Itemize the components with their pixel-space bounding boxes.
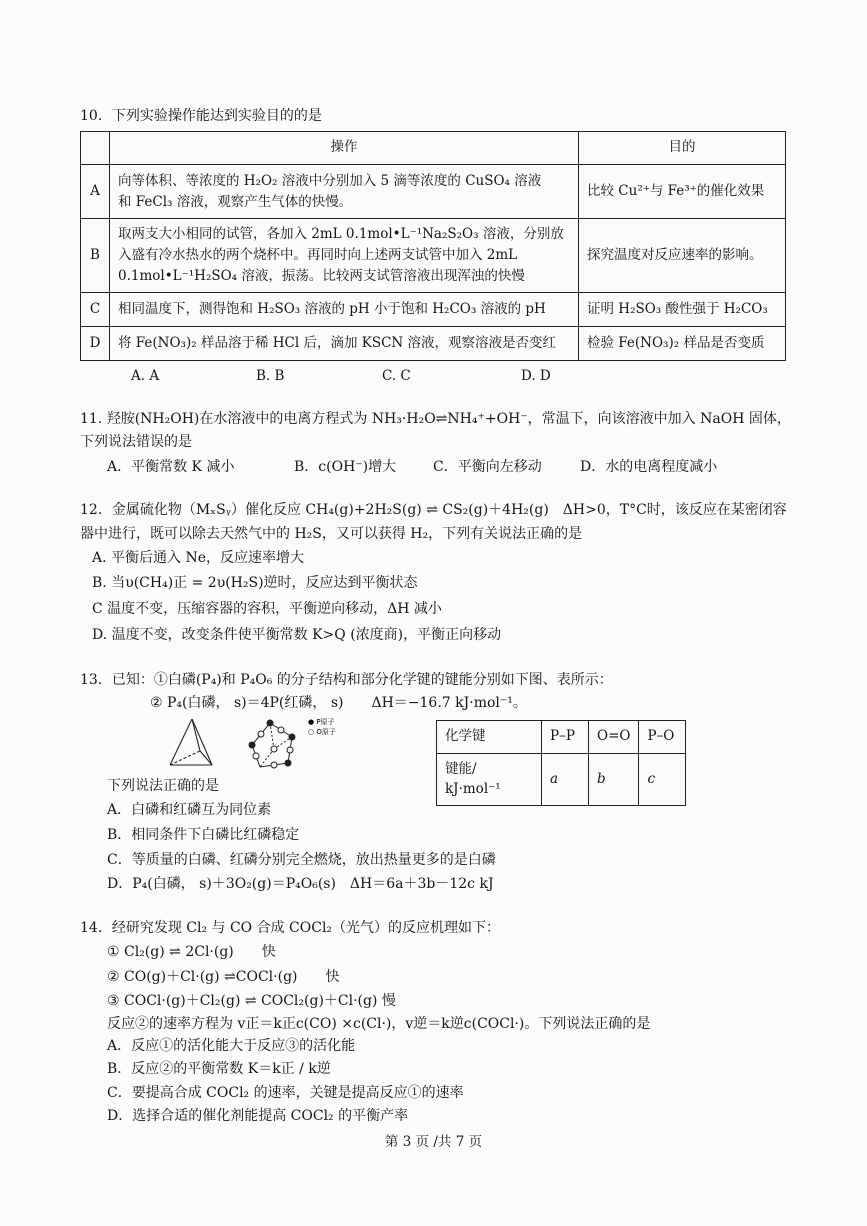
op-line: 向等体积、等浓度的 H₂O₂ 溶液中分别加入 5 滴等浓度的 CuSO₄ 溶液 [118,172,542,189]
table-header-aim: 目的 [579,132,786,165]
q13-prompt: 下列说法正确的是 [107,778,219,794]
q14-option-a: A．反应①的活化能大于反应③的活化能 [107,1038,356,1054]
q14-rate-equation: 反应②的速率方程为 v正＝k正c(CO) ×c(Cl·)，v逆＝k逆c(COCl·)。下列说法正确的是 [107,1016,651,1032]
q12-option-a: A. 平衡后通入 Ne，反应速率增大 [92,550,304,566]
q10-option-c: C. C [382,368,411,384]
q10-option-b: B. B [256,368,285,384]
p4o6-cage [249,720,295,768]
q10-option-d: D. D [521,368,551,384]
row-key: D [81,327,110,361]
q14-option-b: B．反应②的平衡常数 K＝k正 / k逆 [107,1061,331,1077]
row-aim: 探究温度对反应速率的影响。 [579,219,786,293]
q11-option-b: B．c(OH⁻)增大 [294,459,397,475]
bond-energy-b: b [589,754,639,806]
p4-tetrahedron [170,719,212,765]
table-row [437,721,686,754]
bond-header-po: P–O [639,721,686,754]
bond-header-pp: P–P [542,721,589,754]
q10-option-a: A. A [131,368,160,384]
q13-option-a: A．白磷和红磷互为同位素 [107,802,272,818]
q12-option-d: D. 温度不变，改变条件使平衡常数 K>Q (浓度商)，平衡正向移动 [92,627,502,643]
q12-stem-line1: 12．金属硫化物（MₓSᵧ）催化反应 CH₄(g)+2H₂S(g) ⇌ CS₂(g)＋4H₂(g) ΔH>0，T°C时，该反应在某密闭容 [80,502,787,518]
q14-step-2: ② CO(g)＋Cl·(g) ⇌COCl·(g) 快 [107,969,340,985]
q14-option-d: D．选择合适的催化剂能提高 COCl₂ 的平衡产率 [107,1108,409,1124]
q13-equation: ② P₄(白磷， s)＝4P(红磷， s) ΔH＝−16.7 kJ·mol⁻¹。 [150,695,527,711]
row-key: C [81,293,110,327]
op-line: 0.1mol•L⁻¹H₂SO₄ 溶液，振荡。比较两支试管溶液出现浑浊的快慢 [118,267,525,284]
row-key: B [81,219,110,293]
q10-table [80,131,786,361]
row-op [110,293,579,327]
q13-option-c: C．等质量的白磷、红磷分别完全燃烧，放出热量更多的是白磷 [107,852,496,868]
op-line: 入盛有冷水热水的两个烧杯中。再同时向上述两支试管中加入 2mL [118,247,518,264]
bond-energy-c: c [639,754,686,806]
table-row [81,327,786,361]
op-line: 和 FeCl₃ 溶液，观察产生气体的快慢。 [118,193,353,210]
q14-step-1: ① Cl₂(g) ⇌ 2Cl·(g) 快 [107,944,276,960]
bond-header-label: 化学键 [437,721,542,754]
q10-stem: 10．下列实验操作能达到实验目的的是 [80,108,322,124]
q13-stem: 13．已知：①白磷(P₄)和 P₄O₆ 的分子结构和部分化学键的键能分别如下图、表所示： [80,672,613,688]
table-row [81,165,786,219]
table-header-op: 操作 [110,132,579,165]
op-line: 相同温度下，测得饱和 H₂SO₃ 溶液的 pH 小于饱和 H₂CO₃ 溶液的 pH [118,301,546,318]
q12-option-c: C 温度不变，压缩容器的容积，平衡逆向移动，ΔH 减小 [92,601,442,617]
bond-energy-a: a [542,754,589,806]
q11-option-a: A．平衡常数 K 减小 [107,459,235,475]
bond-energy-label: 键能/ kJ·mol⁻¹ [437,754,542,806]
op-line: 取两支大小相同的试管，各加入 2mL 0.1mol•L⁻¹Na₂S₂O₃ 溶液，分别放 [118,226,564,243]
row-aim: 比较 Cu²⁺与 Fe³⁺的催化效果 [579,165,786,219]
table-row [437,754,686,806]
q13-option-b: B．相同条件下白磷比红磷稳定 [107,827,300,843]
row-key: A [81,165,110,219]
q14-step-3: ③ COCl·(g)＋Cl₂(g) ⇌ COCl₂(g)＋Cl·(g) 慢 [107,993,396,1009]
legend-o-atom: ○ O原子 [308,728,336,736]
row-op [110,219,579,293]
q12-stem-line2: 器中进行，既可以除去天然气中的 H₂S，又可以获得 H₂，下列有关说法正确的是 [80,526,583,542]
legend-p-atom: ● P原子 [308,718,335,726]
row-op [110,327,579,361]
table-header-key [81,132,110,165]
page-number-footer: 第 3 页 /共 7 页 [384,1134,483,1150]
op-line: 将 Fe(NO₃)₂ 样品溶于稀 HCl 后，滴加 KSCN 溶液，观察溶液是否变红 [118,335,556,352]
q11-option-c: C．平衡向左移动 [433,459,542,475]
molecule-structures-figure [160,715,350,777]
q11-stem-line2: 下列说法错误的是 [80,434,192,450]
bond-header-oo: O=O [589,721,639,754]
q12-option-b: B. 当υ(CH₄)正 = 2υ(H₂S)逆时，反应达到平衡状态 [92,575,418,591]
table-row [81,219,786,293]
row-aim: 证明 H₂SO₃ 酸性强于 H₂CO₃ [579,293,786,327]
table-row [81,293,786,327]
row-aim: 检验 Fe(NO₃)₂ 样品是否变质 [579,327,786,361]
q14-stem: 14．经研究发现 Cl₂ 与 CO 合成 COCl₂（光气）的反应机理如下： [80,920,501,936]
q13-option-d: D．P₄(白磷， s)＋3O₂(g)＝P₄O₆(s) ΔH＝6a＋3b－12c kJ [107,876,494,892]
q11-stem-line1: 11. 羟胺(NH₂OH)在水溶液中的电离方程式为 NH₃·H₂O⇌NH₄⁺+OH⁻，常温下，向该溶液中加入 NaOH 固体， [80,411,791,427]
row-op [110,165,579,219]
bond-energy-table [436,720,686,806]
table-header-row [81,132,786,165]
q14-option-c: C．要提高合成 COCl₂ 的速率，关键是提高反应①的速率 [107,1085,464,1101]
q11-option-d: D．水的电离程度减小 [580,459,718,475]
